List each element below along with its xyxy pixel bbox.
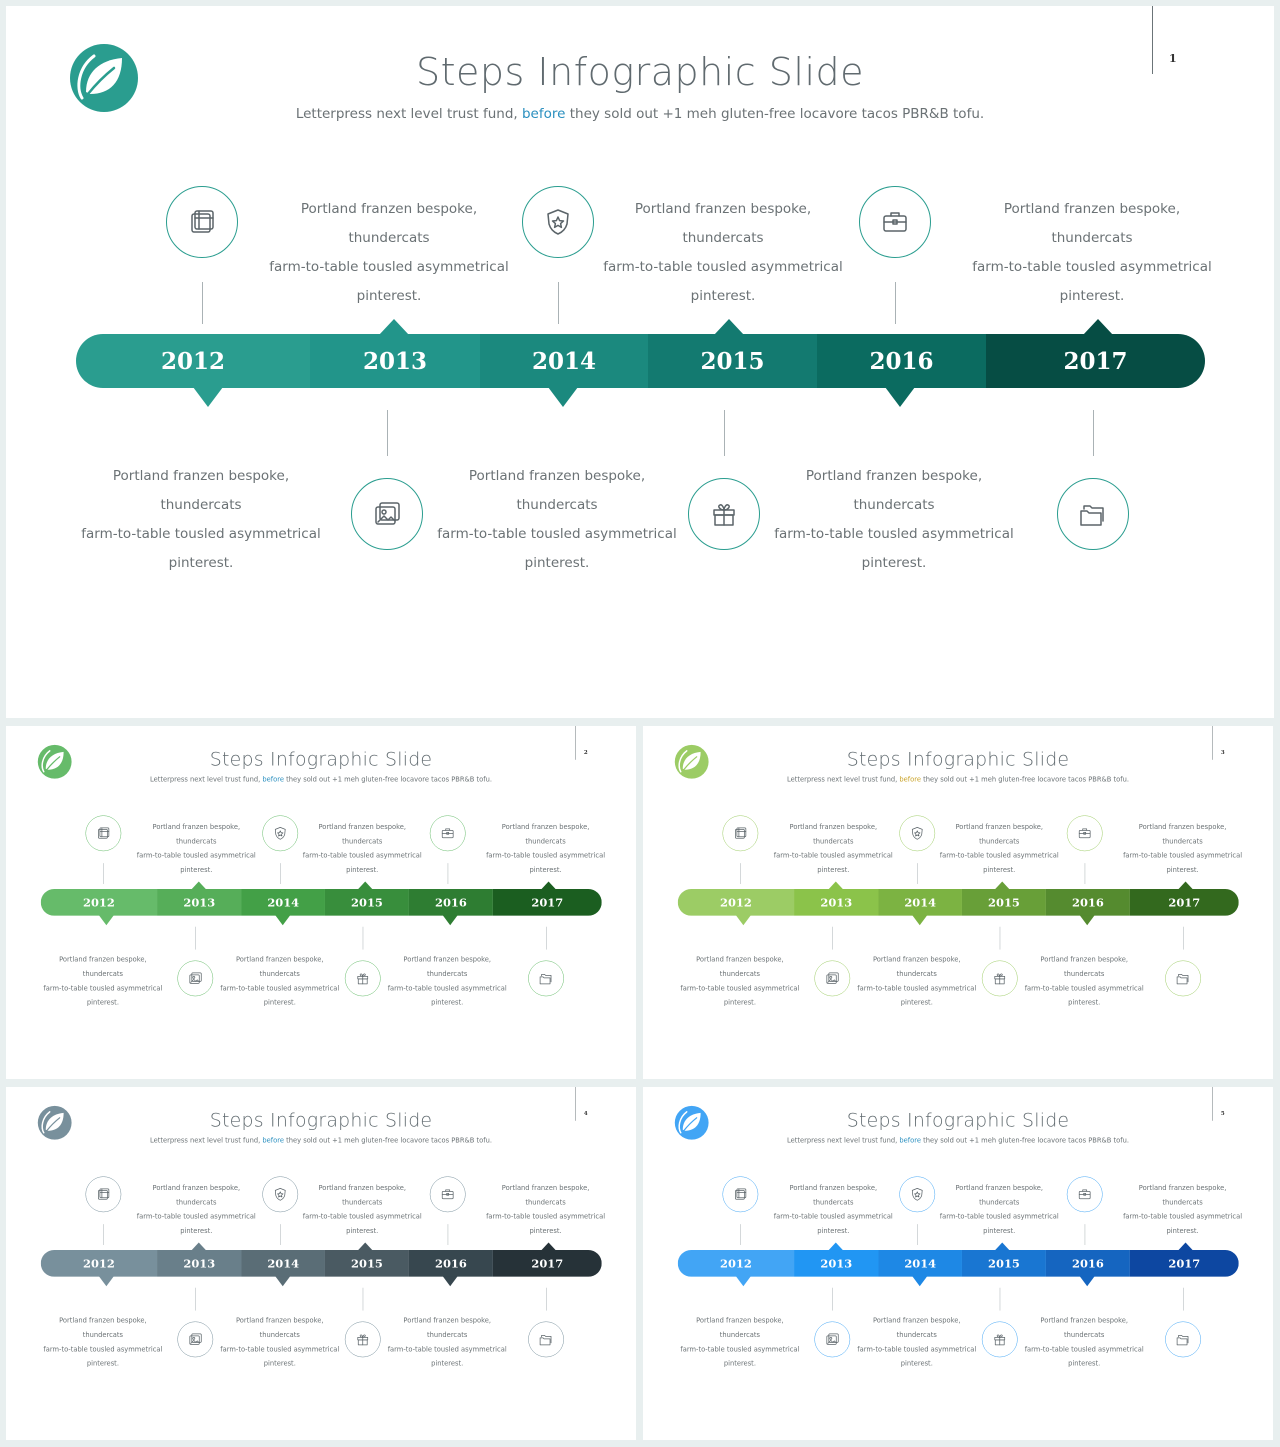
timeline-year-2012[interactable]: 2012: [41, 1250, 157, 1277]
subtitle-link[interactable]: before: [899, 1136, 921, 1145]
page-subtitle: Letterpress next level trust fund, before they sold out +1 meh gluten-free locavore tacos PBR&B tofu.: [786, 1136, 1130, 1145]
briefcase-icon: [440, 1186, 456, 1202]
step-description-2017: Portland franzen bespoke, thundercats farm-to-table tousled asymmetrical pinterest.: [972, 201, 1212, 304]
timeline-bar: [41, 889, 602, 916]
timeline-year-2014[interactable]: 2014: [879, 1250, 962, 1277]
shield-star-icon: [272, 1186, 288, 1202]
step-icon-circle-2013[interactable]: [177, 961, 213, 997]
pointer-up-2017: [1083, 319, 1113, 335]
step-description-2012: Portland franzen bespoke, thundercats farm-to-table tousled asymmetrical pinterest.: [680, 955, 800, 1007]
step-description-2017: Portland franzen bespoke, thundercats farm-to-table tousled asymmetrical pinterest.: [486, 822, 606, 875]
connector-line: [558, 282, 559, 324]
connector-line: [1093, 410, 1094, 456]
timeline-year-2014[interactable]: 2014: [242, 1250, 325, 1277]
timeline-year-2014[interactable]: 2014: [242, 889, 325, 916]
step-description-2016: Portland franzen bespoke, thundercats farm-to-table tousled asymmetrical pinterest.: [1024, 1316, 1144, 1368]
page-number: 5: [1220, 1109, 1225, 1117]
briefcase-icon: [1077, 825, 1093, 841]
connector-line: [895, 282, 896, 324]
step-description-2012: Portland franzen bespoke, thundercats farm-to-table tousled asymmetrical pinterest.: [43, 955, 163, 1007]
timeline-year-2016[interactable]: 2016: [409, 889, 493, 916]
folder-icon: [1175, 1331, 1191, 1347]
page-number: 1: [1169, 52, 1177, 65]
pointer-down-2016: [443, 1276, 458, 1286]
page-title: Steps Infographic Slide: [209, 1108, 433, 1131]
timeline-year-2017[interactable]: 2017: [493, 889, 602, 916]
step-description-2014: Portland franzen bespoke, thundercats farm-to-table tousled asymmetrical pinterest.: [857, 955, 977, 1007]
step-description-2014: Portland franzen bespoke, thundercats farm-to-table tousled asymmetrical pinterest.: [437, 468, 677, 571]
step-icon-circle-2015[interactable]: [688, 478, 760, 550]
gift-icon: [355, 970, 371, 986]
step-description-2014: Portland franzen bespoke, thundercats farm-to-table tousled asymmetrical pinterest.: [857, 1316, 977, 1368]
page-title: Steps Infographic Slide: [846, 747, 1070, 770]
folder-icon: [538, 1331, 554, 1347]
step-description-2017: Portland franzen bespoke, thundercats farm-to-table tousled asymmetrical pinterest.: [486, 1183, 606, 1236]
step-description-2015: Portland franzen bespoke, thundercats farm-to-table tousled asymmetrical pinterest.: [939, 1183, 1059, 1236]
layers-icon: [95, 825, 111, 841]
step-icon-circle-2017[interactable]: [528, 961, 564, 997]
timeline-year-2013[interactable]: 2013: [794, 889, 878, 916]
subtitle-link[interactable]: before: [899, 775, 921, 784]
step-description-2015: Portland franzen bespoke, thundercats farm-to-table tousled asymmetrical pinterest.: [302, 1183, 422, 1236]
page-title: Steps Infographic Slide: [416, 50, 864, 94]
pointer-down-2014: [548, 387, 578, 407]
step-description-2015: Portland franzen bespoke, thundercats farm-to-table tousled asymmetrical pinterest.: [603, 201, 843, 304]
step-icon-circle-2013[interactable]: [177, 1322, 213, 1358]
step-icon-circle-2014[interactable]: [262, 1176, 298, 1212]
timeline-year-2017[interactable]: 2017: [493, 1250, 602, 1277]
step-description-2013: Portland franzen bespoke, thundercats farm-to-table tousled asymmetrical pinterest.: [136, 1183, 256, 1236]
timeline-bar: [678, 1250, 1239, 1277]
step-icon-circle-2013[interactable]: [814, 1322, 850, 1358]
shield-star-icon: [909, 825, 925, 841]
shield-star-icon: [909, 1186, 925, 1202]
timeline-year-2013[interactable]: 2013: [157, 1250, 241, 1277]
step-description-2015: Portland franzen bespoke, thundercats farm-to-table tousled asymmetrical pinterest.: [302, 822, 422, 875]
image-icon: [824, 970, 840, 986]
step-icon-circle-2016[interactable]: [1067, 815, 1103, 851]
gift-icon: [992, 970, 1008, 986]
pointer-down-2012: [99, 1276, 114, 1286]
pointer-down-2012: [193, 387, 223, 407]
step-icon-circle-2014[interactable]: [262, 815, 298, 851]
page-number: 4: [583, 1109, 588, 1117]
step-icon-circle-2013[interactable]: [351, 478, 423, 550]
page-number: 3: [1220, 748, 1225, 756]
step-icon-circle-2016[interactable]: [859, 186, 931, 258]
step-description-2016: Portland franzen bespoke, thundercats farm-to-table tousled asymmetrical pinterest.: [1024, 955, 1144, 1007]
step-icon-circle-2012[interactable]: [166, 186, 238, 258]
step-description-2013: Portland franzen bespoke, thundercats farm-to-table tousled asymmetrical pinterest.: [136, 822, 256, 875]
page-subtitle: Letterpress next level trust fund, before they sold out +1 meh gluten-free locavore tacos PBR&B tofu.: [149, 775, 493, 784]
step-description-2015: Portland franzen bespoke, thundercats farm-to-table tousled asymmetrical pinterest.: [939, 822, 1059, 875]
shield-star-icon: [272, 825, 288, 841]
pointer-down-2014: [912, 1276, 927, 1286]
step-description-2012: Portland franzen bespoke, thundercats farm-to-table tousled asymmetrical pinterest.: [680, 1316, 800, 1368]
timeline-bar: [678, 889, 1239, 916]
subtitle-link[interactable]: before: [521, 106, 566, 122]
timeline-year-2012[interactable]: 2012: [678, 1250, 794, 1277]
step-description-2016: Portland franzen bespoke, thundercats farm-to-table tousled asymmetrical pinterest.: [387, 955, 507, 1007]
step-icon-circle-2014[interactable]: [522, 186, 594, 258]
step-icon-circle-2015[interactable]: [982, 1322, 1018, 1358]
step-icon-circle-2014[interactable]: [899, 1176, 935, 1212]
gift-icon: [355, 1331, 371, 1347]
step-icon-circle-2015[interactable]: [982, 961, 1018, 997]
pointer-down-2016: [1080, 1276, 1095, 1286]
image-icon: [187, 970, 203, 986]
pointer-down-2014: [275, 915, 290, 925]
timeline-year-2013[interactable]: 2013: [794, 1250, 878, 1277]
step-icon-circle-2012[interactable]: [85, 815, 121, 851]
image-icon: [371, 498, 403, 530]
pointer-down-2014: [275, 1276, 290, 1286]
folder-icon: [1175, 970, 1191, 986]
step-description-2012: Portland franzen bespoke, thundercats farm-to-table tousled asymmetrical pinterest.: [81, 468, 321, 571]
step-description-2013: Portland franzen bespoke, thundercats farm-to-table tousled asymmetrical pinterest.: [773, 1183, 893, 1236]
folder-icon: [1077, 498, 1109, 530]
timeline-year-2012[interactable]: 2012: [41, 889, 157, 916]
step-icon-circle-2012[interactable]: [722, 1176, 758, 1212]
step-icon-circle-2016[interactable]: [430, 815, 466, 851]
timeline-year-2017[interactable]: 2017: [986, 334, 1205, 388]
timeline-year-2016[interactable]: 2016: [409, 1250, 493, 1277]
step-icon-circle-2017[interactable]: [1165, 1322, 1201, 1358]
slide-3[interactable]: [643, 726, 1273, 1079]
step-icon-circle-2013[interactable]: [814, 961, 850, 997]
slide-1[interactable]: [6, 6, 1274, 718]
layers-icon: [95, 1186, 111, 1202]
timeline-year-2016[interactable]: 2016: [1046, 889, 1130, 916]
briefcase-icon: [879, 206, 911, 238]
step-description-2014: Portland franzen bespoke, thundercats farm-to-table tousled asymmetrical pinterest.: [220, 955, 340, 1007]
slide-5[interactable]: [643, 1087, 1273, 1440]
pointer-down-2012: [736, 915, 751, 925]
step-description-2017: Portland franzen bespoke, thundercats farm-to-table tousled asymmetrical pinterest.: [1123, 1183, 1243, 1236]
layers-icon: [732, 1186, 748, 1202]
page-title: Steps Infographic Slide: [209, 747, 433, 770]
step-icon-circle-2017[interactable]: [1057, 478, 1129, 550]
timeline-year-2015[interactable]: 2015: [648, 334, 817, 388]
pointer-up-2013: [379, 319, 409, 335]
image-icon: [187, 1331, 203, 1347]
slide-4[interactable]: [6, 1087, 636, 1440]
timeline-year-2013[interactable]: 2013: [310, 334, 480, 388]
step-description-2012: Portland franzen bespoke, thundercats farm-to-table tousled asymmetrical pinterest.: [43, 1316, 163, 1368]
step-description-2013: Portland franzen bespoke, thundercats farm-to-table tousled asymmetrical pinterest.: [269, 201, 509, 304]
connector-line: [724, 410, 725, 456]
step-icon-circle-2014[interactable]: [899, 815, 935, 851]
briefcase-icon: [440, 825, 456, 841]
step-icon-circle-2016[interactable]: [1067, 1176, 1103, 1212]
pointer-down-2012: [99, 915, 114, 925]
layers-icon: [732, 825, 748, 841]
step-icon-circle-2017[interactable]: [1165, 961, 1201, 997]
step-description-2014: Portland franzen bespoke, thundercats farm-to-table tousled asymmetrical pinterest.: [220, 1316, 340, 1368]
timeline-year-2015[interactable]: 2015: [325, 1250, 409, 1277]
page-subtitle: Letterpress next level trust fund, before they sold out +1 meh gluten-free locavore tacos PBR&B tofu.: [149, 1136, 493, 1145]
step-description-2017: Portland franzen bespoke, thundercats farm-to-table tousled asymmetrical pinterest.: [1123, 822, 1243, 875]
step-icon-circle-2015[interactable]: [345, 961, 381, 997]
timeline-year-2014[interactable]: 2014: [879, 889, 962, 916]
timeline-year-2013[interactable]: 2013: [157, 889, 241, 916]
timeline-year-2012[interactable]: 2012: [76, 334, 310, 388]
timeline-year-2014[interactable]: 2014: [480, 334, 648, 388]
step-icon-circle-2012[interactable]: [722, 815, 758, 851]
pointer-down-2014: [912, 915, 927, 925]
pointer-down-2016: [443, 915, 458, 925]
step-icon-circle-2012[interactable]: [85, 1176, 121, 1212]
folder-icon: [538, 970, 554, 986]
subtitle-link[interactable]: before: [262, 775, 284, 784]
layers-icon: [186, 206, 218, 238]
step-description-2016: Portland franzen bespoke, thundercats farm-to-table tousled asymmetrical pinterest.: [387, 1316, 507, 1368]
timeline-year-2017[interactable]: 2017: [1130, 1250, 1239, 1277]
slide-2[interactable]: [6, 726, 636, 1079]
pointer-up-2015: [714, 319, 744, 335]
timeline-year-2012[interactable]: 2012: [678, 889, 794, 916]
timeline-year-2016[interactable]: 2016: [1046, 1250, 1130, 1277]
pointer-down-2016: [1080, 915, 1095, 925]
subtitle-link[interactable]: before: [262, 1136, 284, 1145]
page-subtitle: Letterpress next level trust fund, before they sold out +1 meh gluten-free locavore tacos PBR&B tofu.: [295, 106, 985, 122]
page-title: Steps Infographic Slide: [846, 1108, 1070, 1131]
timeline-year-2015[interactable]: 2015: [325, 889, 409, 916]
step-icon-circle-2015[interactable]: [345, 1322, 381, 1358]
step-icon-circle-2017[interactable]: [528, 1322, 564, 1358]
timeline-bar: [76, 334, 1205, 388]
step-description-2013: Portland franzen bespoke, thundercats farm-to-table tousled asymmetrical pinterest.: [773, 822, 893, 875]
page-subtitle: Letterpress next level trust fund, before they sold out +1 meh gluten-free locavore tacos PBR&B tofu.: [786, 775, 1130, 784]
page-number: 2: [583, 748, 588, 756]
timeline-year-2015[interactable]: 2015: [962, 889, 1046, 916]
timeline-bar: [41, 1250, 602, 1277]
image-icon: [824, 1331, 840, 1347]
pointer-down-2016: [885, 387, 915, 407]
gift-icon: [992, 1331, 1008, 1347]
timeline-year-2017[interactable]: 2017: [1130, 889, 1239, 916]
briefcase-icon: [1077, 1186, 1093, 1202]
timeline-year-2016[interactable]: 2016: [817, 334, 986, 388]
connector-line: [202, 282, 203, 324]
gift-icon: [708, 498, 740, 530]
pointer-down-2012: [736, 1276, 751, 1286]
step-description-2016: Portland franzen bespoke, thundercats farm-to-table tousled asymmetrical pinterest.: [774, 468, 1014, 571]
shield-star-icon: [542, 206, 574, 238]
timeline-year-2015[interactable]: 2015: [962, 1250, 1046, 1277]
connector-line: [387, 410, 388, 456]
step-icon-circle-2016[interactable]: [430, 1176, 466, 1212]
